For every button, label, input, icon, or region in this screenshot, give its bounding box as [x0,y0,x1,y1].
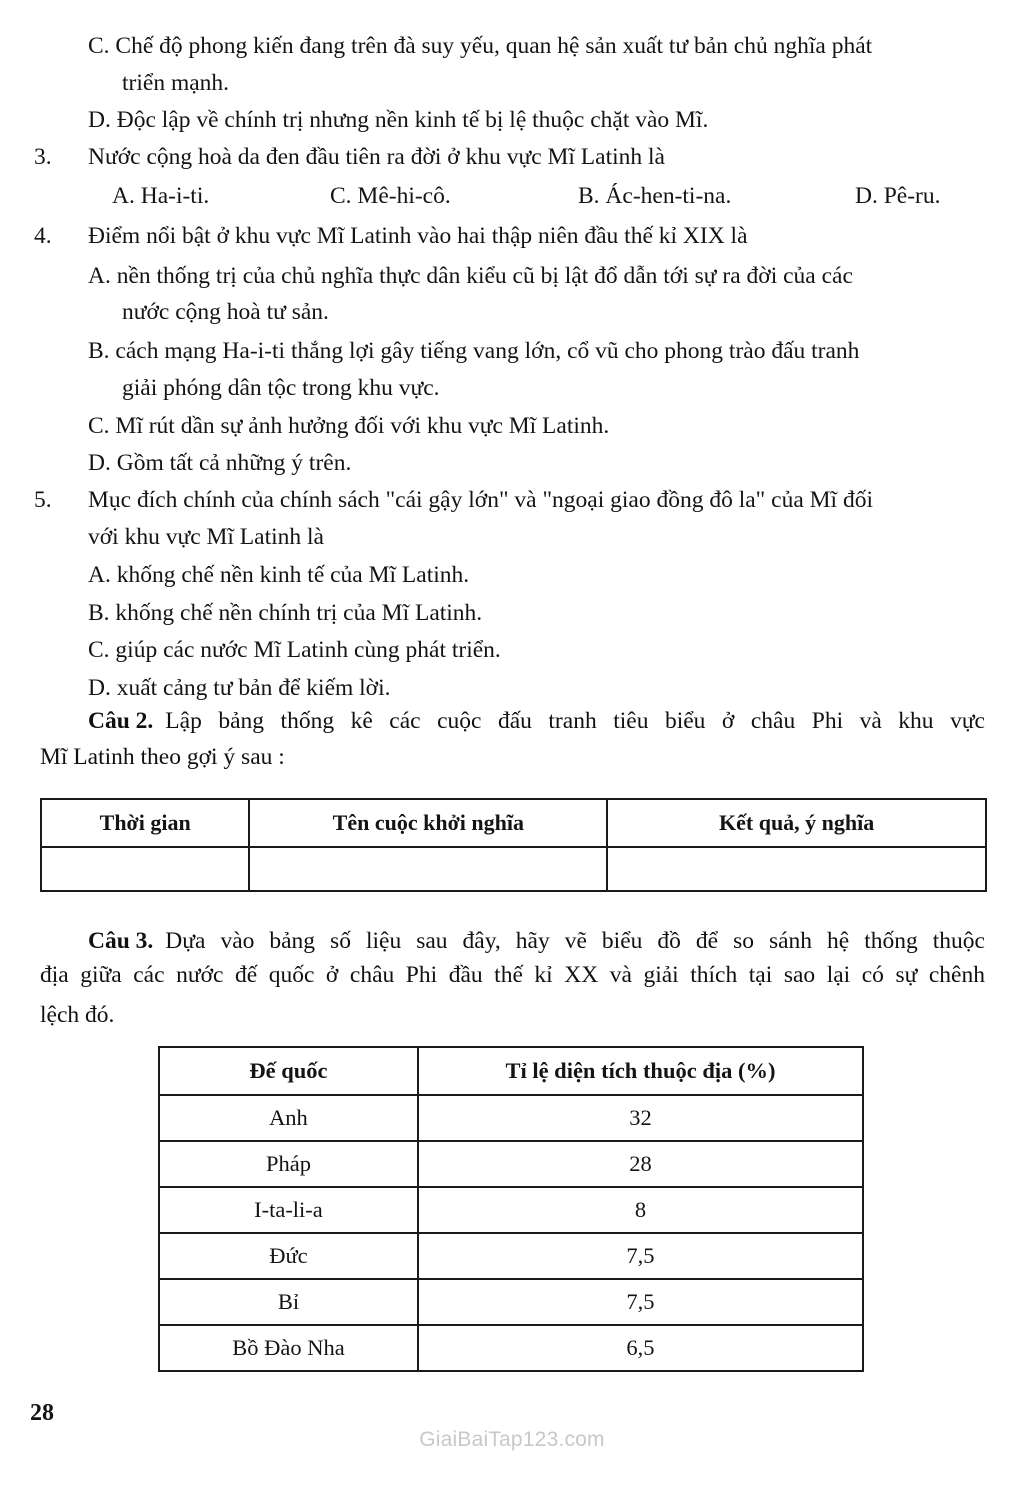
watermark: GiaiBaiTap123.com [419,1428,605,1451]
page-number: 28 [30,1400,54,1426]
question-4-stem: Điểm nổi bật ở khu vực Mĩ Latinh vào hai thập niên đầu thế kỉ XIX là [88,223,748,249]
cau3-title: Câu 3. [88,928,154,954]
question-4-option-d: D. Gồm tất cả những ý trên. [88,450,352,476]
statistics-table [40,798,987,892]
cell-percent: 8 [418,1187,863,1233]
cau2-body-line1: Lập bảng thống kê các cuộc đấu tranh tiêu biểu ở châu Phi và khu vực [165,708,985,734]
option-c-line1: C. Chế độ phong kiến đang trên đà suy yếu, quan hệ sản xuất tư bản chủ nghĩa phát [88,33,873,59]
question-5-stem-line2: với khu vực Mĩ Latinh là [88,524,324,550]
question-4-option-a-line1: A. nền thống trị của chủ nghĩa thực dân kiểu cũ bị lật đổ dẫn tới sự ra đời của các [88,263,853,289]
question-5-number: 5. [34,487,52,513]
cell-country: Bồ Đào Nha [159,1325,418,1371]
table-row [159,1233,863,1279]
question-4-option-c: C. Mĩ rút dần sự ảnh hưởng đối với khu vực Mĩ Latinh. [88,413,610,439]
question-5-option-a: A. khống chế nền kinh tế của Mĩ Latinh. [88,562,470,588]
colony-data-table [158,1046,864,1372]
question-3-option-c: C. Mê-hi-cô. [330,183,451,209]
cell-country: Pháp [159,1141,418,1187]
column-header-time: Thời gian [41,799,249,847]
cell-country: Anh [159,1095,418,1141]
cell-percent: 6,5 [418,1325,863,1371]
question-5-option-b: B. khống chế nền chính trị của Mĩ Latinh. [88,600,483,626]
option-c-line2: triển mạnh. [122,70,230,96]
column-header-uprising-name: Tên cuộc khởi nghĩa [249,799,607,847]
table-row [159,1187,863,1233]
cell-country: I-ta-li-a [159,1187,418,1233]
column-header-empire: Đế quốc [159,1047,418,1095]
question-3-option-a: A. Ha-i-ti. [112,183,210,209]
question-5-stem-line1: Mục đích chính của chính sách "cái gậy lớn" và "ngoại giao đồng đô la" của Mĩ đối [88,487,873,513]
table-header-row [159,1047,863,1095]
cell-percent: 28 [418,1141,863,1187]
cell-country: Bỉ [159,1279,418,1325]
cau3-body-line1: Dựa vào bảng số liệu sau đây, hãy vẽ biểu đồ để so sánh hệ thống thuộc [165,928,985,954]
table-row [41,847,986,891]
table-row [159,1325,863,1371]
question-5-option-c: C. giúp các nước Mĩ Latinh cùng phát triển. [88,637,501,663]
cell-percent: 7,5 [418,1233,863,1279]
question-3-option-d: D. Pê-ru. [855,183,941,209]
table-row [159,1279,863,1325]
question-3-option-b: B. Ác-hen-ti-na. [578,183,732,209]
cell-country: Đức [159,1233,418,1279]
column-header-result-meaning: Kết quả, ý nghĩa [607,799,986,847]
question-3-stem: Nước cộng hoà da đen đầu tiên ra đời ở khu vực Mĩ Latinh là [88,144,665,170]
table-row [159,1141,863,1187]
cau3-body-line2: địa giữa các nước đế quốc ở châu Phi đầu thế kỉ XX và giải thích tại sao lại có sự chênh [40,962,985,988]
cell-time[interactable] [41,847,249,891]
question-4-option-b-line2: giải phóng dân tộc trong khu vực. [122,375,440,401]
question-5-option-d: D. xuất cảng tư bản để kiếm lời. [88,675,391,701]
question-4-number: 4. [34,223,52,249]
cau3-body-line3: lệch đó. [40,1002,115,1028]
option-d-line1: D. Độc lập về chính trị nhưng nền kinh tế bị lệ thuộc chặt vào Mĩ. [88,107,709,133]
question-3-number: 3. [34,144,52,170]
cau2-body-line2: Mĩ Latinh theo gợi ý sau : [40,744,285,770]
cau2-block [40,708,985,777]
cell-percent: 32 [418,1095,863,1141]
cell-uprising-name[interactable] [249,847,607,891]
cell-result-meaning[interactable] [607,847,986,891]
column-header-colony-percent: Tỉ lệ diện tích thuộc địa (%) [418,1047,863,1095]
cau2-title: Câu 2. [88,708,154,734]
cell-percent: 7,5 [418,1279,863,1325]
question-4-option-a-line2: nước cộng hoà tư sản. [122,299,329,325]
table-row [159,1095,863,1141]
question-4-option-b-line1: B. cách mạng Ha-i-ti thắng lợi gây tiếng vang lớn, cổ vũ cho phong trào đấu tranh [88,338,860,364]
cau3-block [40,928,985,1035]
table-header-row [41,799,986,847]
